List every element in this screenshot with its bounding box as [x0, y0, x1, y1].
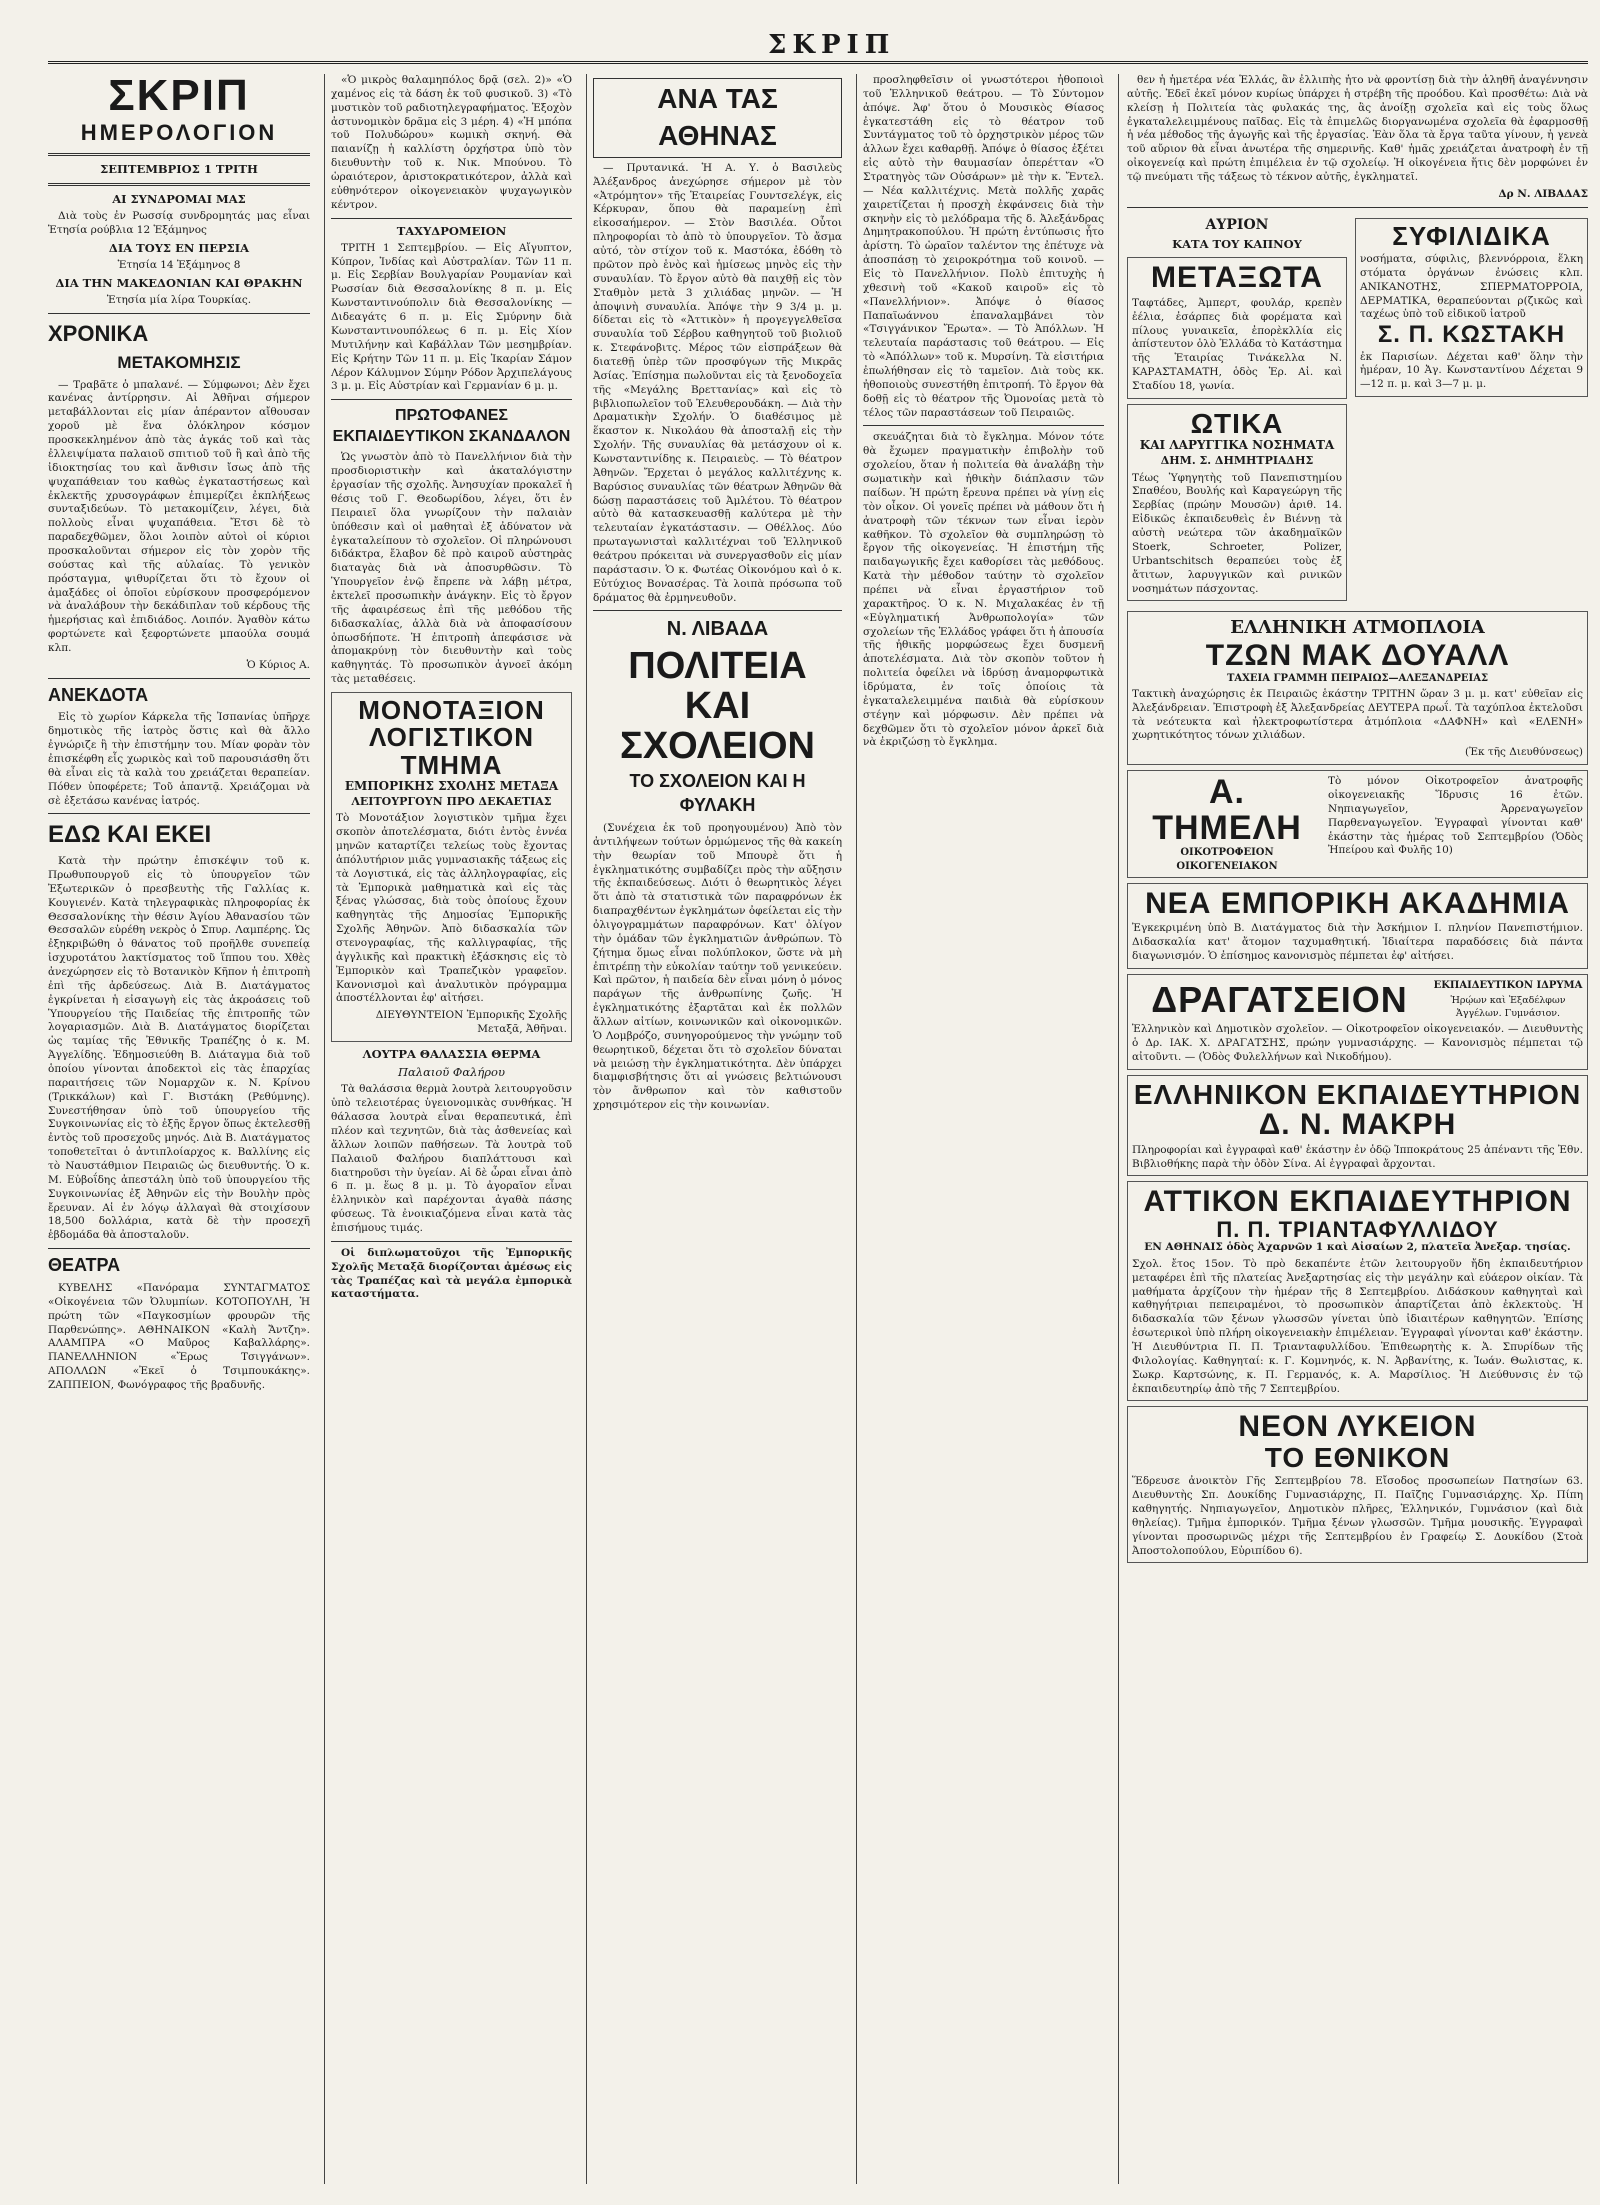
chronika-heading: ΧΡΟΝΙΚΑ [48, 321, 149, 347]
column-1 [48, 74, 316, 2184]
dragatseion-text: Ἑλληνικὸν καὶ Δημοτικὸν σχολεῖον. — Οἰκοτροφεῖον οἰκογενειακόν. — Διευθυντὴς ὁ Δρ. ΙΑΚ. Χ. ΔΡΑΓΑΤΣΗΣ, πρώην γυμνασιάρχης. — Κανονισμὸς πέμπεται τῷ αἰτοῦντι. — (Ὁδὸς Φυλελλήνων καὶ Νικοδήμου). [1132, 1023, 1583, 1063]
metakomisis-text: — Τραβᾶτε ὁ μπαλανέ. — Σύμφωνοι; Δὲν ἔχει κανένας ἀντίρρησιν. Αἱ Ἀθῆναι σήμερον μεταβάλλονται εἰς μίαν ἀπέραντον αἴθουσαν χοροῦ μὲ ἕνα ὁλόκληρον κόσμον προσκεκλημένον ἀπὸ τὰς ἀγκάς τοῦ καὶ τὰς ἐλλειψίματα παλαιοῦ σπιτιοῦ τοῦ ἢ καὶ ἀπὸ τῆς ἰδιοκτησίας του καὶ ἄνθισιν ἴσως ἀπὸ τῆς ψυχαπάθειαν του καθὼς ἐγκαταστήσεως καὶ ἐκλεκτῆς χρυσογράφων ἐπιμερίζει ἐκπλήξεως συνταξιδεύων. Τὸ μετακομίζειν, λέγει, διὰ πολλοὺς εἶναι ψυχαπάθεια. Ἔτσι δὲ τὸ παραδεχθῶμεν, ὅλοι λοιπὸν αὐτοὶ οἱ κύριοι προσκαλοῦνται σήμερον εἰς τὸν χορὸν τῆς σούστας καὶ τῆς αὐλαίας. Τὸ γενικὸν πρόσταγμα, ψιθυρίζεται ὅτι τὸ ἔχουν οἱ ἀμαξάδες οἱ ὁποῖοι εὑρίσκουν προσφερόμενον νὰ ἀναλάβουν τὴν δεκάδιπλαν τοῦ κέρδους τῆς ἡμερήσιας καὶ ἐπιδιάδος. Λοιπόν. Ἀγαθὸν κάτω φορτώνετε καὶ ξεφορτώνετε μπαούλα σουμά κλπ. [48, 378, 310, 654]
cinema-program-text: «Ὁ μικρὸς θαλαμηπόλος δρᾷ (σελ. 2)» «Ὁ χαμένος εἰς τὰ δάση ἐκ τοῦ φυσικοῦ. 3) «Τὸ μυστικὸν τοῦ ραδιοτηλεγραφήματος. Ἐξοχὸν ἀστυνομικὸν δρᾶμα εἰς 3 μέρη. 4) «Ἡ μπόπα τοῦ Πολυδώρου» κωμικὴ σκηνή. Θὰ παιανίζῃ ἡ καλλίστη ὀρχήστρα ὑπὸ τὸν διευθυντὴν τοῦ κ. Νικ. Μπούνου. Τὸ ὡραιότερον, ἀριστοκρατικότερον, ἀλλὰ καὶ εὐθηνότερον οἰκογενειακὸν ψυχαγωγικὸν κέντρον. [331, 74, 572, 211]
protofanes-text: Ὡς γνωστὸν ἀπὸ τὸ Πανελλήνιον διὰ τὴν προσδιοριστικὴν καὶ ἀκαταλόγιστην ἐργασίαν τῆς σχολῆς. Ἀνησυχίαν προκαλεῖ ἡ θέσις τοῦ Γ. Θεοδωρίδου, λέγει, ὅτι ἐν Πειραιεῖ ὅλα γνωρίζουν τὴν παλαιὰν ὑπόθεσιν καὶ οἱ μαθηταὶ ἐξ ἀδύνατον νὰ ἐγκαταλείπουν τὸ σχολεῖον. Οἱ πληρώνουσι διδάκτρα, ἔλαβον δὲ πρὸ καιροῦ αὐστηρὰς διαταγὰς διὰ νὰ ἀποσυρθῶσιν. Τὸ Ὑπουργεῖον ἐνῷ ἔπρεπε νὰ λάβῃ μέτρα, ἐκτελεῖ προσωπικὴν ἀνάγκην. Εἰς τὸ ἔργον τῆς ἀφαιρέσεως ἐπὶ τῆς μεθόδου τῆς διδασκαλίας, ἀλλὰ διὰ νὰ ἀποφασίσουν ὁπωσδήποτε. Ἡ ἐπιτροπὴ ἀπεφάσισε νὰ ἀπομακρύνῃ τὸν διευθυντὴν καὶ τοὺς καθηγητάς. Τὸ προσωπικὸν ἀγνοεῖ ἀκόμη τὰς μεταθέσεις. [331, 451, 572, 686]
monotaxion-school: ΕΜΠΟΡΙΚΗΣ ΣΧΟΛΗΣ ΜΕΤΑΞΑ [344, 778, 559, 793]
attikon-name: Π. Π. ΤΡΙΑΝΤΑΦΥΛΛΙΔΟΥ [1216, 1216, 1499, 1242]
anekdota-heading: ΑΝΕΚΔΟΤΑ [48, 684, 149, 705]
dragatseion-address: Ἡρῴων καὶ Ἐξαδέλφων Ἀγγέλων. Γυμνάσιον. [1450, 995, 1566, 1019]
avrion-subheading: ΚΑΤΑ ΤΟΥ ΚΑΠΝΟΥ [1172, 237, 1302, 252]
otika-text: Τέως Ὑφηγητὴς τοῦ Πανεπιστημίου Σπαθέου, Βουλής καὶ Καραγεώργη τῆς Σερβίας (πρώην Μουσῶν) ἀριθ. 14. Εἰδικῶς ἐκπαιδευθεὶς ἐν Βιέννῃ τὰ αὐστὴ νεώτερα τῶν ἀκαδημαϊκῶν Stoerk, Schroeter, Polizer, Urbantschitsch θεραπεύει τοὺς ἐξ ἄτιτων, λαρυγγικῶν καὶ ρινικῶν νοσημάτων πάσχοντας. [1132, 471, 1342, 595]
syfilidika-ad [1355, 218, 1588, 397]
timeli-ad [1127, 770, 1588, 878]
tachydromeion-heading: ΤΑΧΥΔΡΟΜΕΙΟΝ [396, 223, 507, 238]
lykeion-ad [1127, 1406, 1588, 1563]
loutra-heading: ΛΟΥΤΡΑ ΘΑΛΑΣΣΙΑ ΘΕΡΜΑ [362, 1047, 541, 1062]
subscriptions-macedonia-price: Ἑτησία μία λίρα Τουρκίας. [106, 294, 252, 307]
politeia-conclusion-text: θεν ἡ ἡμετέρα νέα Ἑλλάς, ἂν ἐλλιπὴς ἦτο νὰ φροντίσῃ διὰ τὴν ἀληθῆ ἀναγέννησιν αὐτῆς. Ἐδεῖ ἐκεῖ μόνον κυρίως ὑπάρχει ἡ στρέβη τῆς προόδου. Καὶ προσθέτω: Διὰ νὰ κλείσῃ ἡ Πολιτεία τὰς φυλακάς της, ἂς ἀνοίξῃ σχολεῖα καὶ εἰς τοὺς ὅλως ἐγκαταλελειμμένους παῖδας. Εἰς τὰ ἐπιμελῶς διοργανωμένα σχολεῖα θὰ ἐφαρμοσθῇ ἡ νέα μέθοδος τῆς ἀγωγῆς καὶ τῆς ἐργασίας. Ἐὰν ὅλα τὰ ἔργα ταῦτα γίνουν, ἡ γενεὰ τοῦ αὔριον θὰ εἶναι ἀνωτέρα τῆς σημερινῆς. Καθ' ἡμᾶς χρειάζεται ἀνατροφὴ ἐν τῇ οἰκογενείᾳ καὶ πρώτη ἐπιμέλεια ἐν τῷ σχολείῳ. Ἡ οἰκογένεια ἥτις δὲν μορφώνει ἐν τῷ πνεύματι τῆς τάξεως τὸ τέκνον αὐτῆς, ἐγκληματεῖ. [1127, 74, 1588, 184]
syfilidika-address: ἐκ Παρισίων. Δέχεται καθ' ὅλην τὴν ἡμέραν, 10 Ἀγ. Κωνσταντίνου Δέχεται 9—12 π. μ. καὶ 3—7 μ. μ. [1360, 350, 1583, 391]
otika-title: ΩΤΙΚΑ [1190, 407, 1284, 439]
otika-doctor: ΔΗΜ. Σ. ΔΗΜΗΤΡΙΑΔΗΣ [1160, 454, 1314, 468]
subscriptions-persia-price: Ἑτησία 14 Ἑξάμηνος 8 [117, 259, 241, 272]
theatra-heading: ΘΕΑΤΡΑ [48, 1255, 121, 1276]
article-author: Ν. ΛΙΒΑΔΑ [666, 618, 769, 641]
protofanes-heading: ΠΡΩΤΟΦΑΝΕΣ ΕΚΠΑΙΔΕΥΤΙΚΟΝ ΣΚΑΝΔΑΛΟΝ [332, 407, 571, 446]
loutra-end-text: Οἱ διπλωματοῦχοι τῆς Ἐμπορικῆς Σχολῆς Μεταξᾶ διορίζονται ἀμέσως εἰς τὰς Τραπέζας καὶ τὰ μεγάλα ἐμπορικὰ καταστήματα. [331, 1246, 572, 1301]
calendar-date: ΣΕΠΤΕΜΒΡΙΟΣ 1 ΤΡΙΤΗ [100, 162, 258, 177]
metakomisis-signature: Ὁ Κύριος Α. [246, 658, 310, 671]
atmoploia-company: ΤΖΩΝ ΜΑΚ ΔΟΥΑΛΛ [1205, 639, 1510, 673]
anekdota-text: Εἰς τὸ χωρίον Κάρκελα τῆς Ἰσπανίας ὑπῆρχε δημοτικὸς τῆς ἰατρὸς ὅστις καὶ θὰ ἄλλο ἐγνώριζε ἢ τὴν ἐπιστήμην του. Μίαν φορὰν τὸν ἐπισκέφθη εἷς χωρικὸς καὶ τοῦ παρουσιάσθη ὅτι θὰ εἶναι εἰς τὰ καλὰ του χρειάζεται θεραπείαν. Πόθεν ὑποφέρετε; Τοῦ ἀπαντᾷ. Χρειάζομαι νὰ σὲ ἐξετάσω κανένας ἰατρός. [48, 711, 310, 807]
edo-kai-ekei-text: Κατὰ τὴν πρώτην ἐπισκέψιν τοῦ κ. Πρωθυπουργοῦ εἰς τὸ ὑπουργεῖον τῶν Ἐξωτερικῶν ὁ πρεσβευτὴς τῆς Γαλλίας κ. Κουγιενέν. Κατὰ τηλεγραφικὰς πληροφορίας ἐκ Θεσσαλονίκης τὴν θέσιν Ἀγίου Ἀθανασίου τῶν Θεσσαλῶν εὑρέθη νεκρὸς ὁ Σπυρ. Λαμπέρης. Ὡς ἐξηκριβώθη ὁ θάνατος τοῦ προῆλθε συνεπείᾳ ἰσχυροτάτου λακτίσματος τοῦ ἵππου του. Χθὲς ἀνεχώρησεν εἰς τὸ Βοτανικὸν Κῆπον ἡ ἐπιτροπὴ ἐπὶ τῆς ἀρδεύσεως. Διὰ Β. Διατάγματος ἐγκρίνεται ἡ εἰσαγωγὴ εἰς τὰς ἀκροάσεις τοῦ Ὑπουργείου τῆς Παιδείας τῆς ἐπιτροπῆς τῶν λογαριασμῶν. Διὰ Β. Διατάγματος διορίζεται ὡς ταμίας τῆς Ἐθνικῆς Τραπέζης ὁ κ. Μ. Ἀγγελίδης. Ἐδημοσιεύθη Β. Διάταγμα διὰ τοῦ ὁποίου γίνονται ἀποδεκτοὶ εἰς τὰς ἐπαρχίας παραιτήσεις τῶν Νομαρχῶν κ. Ν. Κρίνου (Τρικκάλων) καὶ Γ. Βιστάκη (Ρεθύμνης). Συνεστήθησαν ὑπὸ τοῦ ὑπουργείου τῆς Συγκοινωνίας εἰς τὸ ἐξῆς ἔργον ὅπως ἐκτελεσθῇ ἐντὸς τοῦ προσεχοῦς μηνός. Διὰ Β. Διατάγματος τοποθετεῖται ὁ ἀντιπλοίαρχος κ. Βαλλίνης εἰς τὸ Ναυστάθμιον Πειραιῶς ὡς διευθυντής. Ὁ κ. Μ. Εὐβοΐδης ἀπεστάλη ὑπὸ τοῦ ὑπουργείου τῆς Συγκοινωνίας ἐξ Ἀθηνῶν εἰς τὴν Βουλὴν πρὸς ἔρευναν. Αἱ ἐν λόγῳ ἀλλαγαὶ θὰ στοιχίσουν 18,500 δολλάρια, κατὰ δὲ τὴν προσεχῆ ἑβδομάδα θὰ ἀποσταλοῦν. [48, 855, 310, 1242]
monotaxion-since: ΛΕΙΤΟΥΡΓΟΥΝ ΠΡΟ ΔΕΚΑΕΤΙΑΣ [351, 794, 552, 808]
timeli-title: Α. ΤΗΜΕΛΗ [1152, 773, 1302, 847]
makri-ad [1127, 1075, 1588, 1177]
theatre-news-text: προσληφθεῖσιν οἱ γνωστότεροι ἠθοποιοὶ τοῦ Ἑλληνικοῦ θεάτρου. — Τὸ Σύντομον ἀπόψε. Ἀφ' ὅτου ὁ Μουσικὸς Θίασος ἐγκατεστάθη εἰς τὸ θέατρον τοῦ Συντάγματος τοῦ τὸ ὀρχηστρικὸν μέρος τῶν ἀλλων ἔχει καθαρθῇ. Ἀπόψε ὁ θίασος ἐξέτει εἰς αὐτὸ τὴν θαυμασίαν ὀπερέτταν «Ὁ Στρατηγὸς τῶν Οὐσάρων» μὲ τὴν κ. Ἔντελ. — Νέα καλλιτέχνις. Μετὰ πολλῆς χαρᾶς χαιρετίζεται ἡ προσχὴ ἐκφάνσεις διὰ τὴν σκηνὴν εἰς τὸ μελόδραμα τῆς δ. Ἀλεξάνδρας Δημητρακοπούλου. Ἡ πρώτη ἐντύπωσις ἦτο ἀρίστη. Τὸ ὡραῖον ταλέντον της ἐπέτυχε νὰ ἀποσπάσῃ τὸ χειροκρότημα τοῦ κοινοῦ. — Εἰς τὸ Πανελλήνιον. Πολὺ ἐπιτυχὴς ἡ χθεσινὴ τοῦ «Κακοῦ καιροῦ» εἰς τὸ «Πανελλήνιον». Ἀπόψε ὁ θίασος Παπαϊωάννου ἐπαναλαμβάνει τὸν «Τσιγγάνικον Ἔρωτα». — Τὸ Ἀπόλλων. Ἡ τελευταία παράστασις τοῦ θεάτρου. — Εἰς τὸ «Ἀπόλλων» τοῦ κ. Μυρσίνη. Τὰ εἰσιτήρια ἐπωλήθησαν εἰς τὸ ταμεῖον. Διὰ τοὺς κκ. ἠθοποιοὺς συνεστήθη ἐπιτροπή. Τὸ ἔργον θὰ δοθῇ εἰς τὸ θέατρον τῆς Ὀμονοίας μετὰ τὸ τέλος τῶν παραστάσεων τοῦ Πειραιῶς. [863, 74, 1104, 419]
calendar-subtitle: ΗΜΕΡΟΛΟΓΙΟΝ [80, 120, 278, 145]
column-3 [586, 74, 848, 2184]
attikon-ad [1127, 1181, 1588, 1401]
subscriptions-text: Διὰ τοὺς ἐν Ρωσσίᾳ συνδρομητάς μας εἶναι Ἑτησία ρούβλια 12 Ἑξάμηνος [48, 210, 310, 237]
metaxota-ad [1127, 257, 1347, 399]
metaxota-text: Ταφτάδες, Ἀμπερτ, φουλάρ, κρεπὲν ἐέλια, ἐσάρπες διὰ φορέματα καὶ πίλους γυναικεῖα, ἐπορὲκλλία εἰς ἀπίστευτον ὁλὸ Ἑλλάδα τὸ Κατάστημα τῆς Ἑταιρίας Τινάκελλα Ν. ΚΑΡΑΣΤΑΜΑΤΗ, ὁδὸς Ἑρ. Αἰ. καὶ Σταδίου 18, γωνία. [1132, 296, 1342, 393]
edo-kai-ekei-heading: ΕΔΩ ΚΑΙ ΕΚΕΙ [48, 821, 212, 849]
lykeion-title: ΝΕΟΝ ΛΥΚΕΙΟΝ [1238, 1410, 1477, 1444]
monotaxion-text: Τὸ Μονοτάξιον λογιστικὸν τμῆμα ἔχει σκοπὸν ἀποτελέσματα, διότι ἐντὸς ἐννέα μηνῶν καταρτίζει τελείως τοὺς ἔχοντας ἀπόλυτήριον μιᾶς γυμνασιακῆς τάξεως εἰς τὰ Λογιστικά, εἰς τὰς ἀλληλογραφίας, εἰς τὰ Ἐμπορικὰ μαθηματικὰ καὶ εἰς τὰς ξένας γλώσσας, διὰ τοὺς ὁποίους ἔχουν καθηγητὰς τῆς Δημοσίας Ἐμπορικῆς Σχολῆς Ἀθηνῶν. Ἀπὸ διδασκαλία τῶν στενογραφίας, τῆς καλλιγραφίας, τῆς ἀγγλικῆς καὶ πρακτικὴ ἐξάσκησις εἰς τὸ Ἐμπορικὸν καὶ Τραπεζικὸν γραφεῖον. Κανονισμοὶ καὶ ἀναλυτικὸν πρόγραμμα ἀποστέλλονται ἐφ' αἰτήσει. [336, 812, 567, 1005]
politeia-continued-text: σκευάζηται διὰ τὸ ἔγκλημα. Μόνον τότε θὰ ἔχωμεν πραγματικὴν ἐπιβολὴν τοῦ σχολείου, ὅταν ἡ πολιτεία θὰ ἀναλάβῃ τὴν σωματικὴν καὶ ἠθικὴν διάπλασιν τῶν παίδων. Ἡ πρώτη ἔρευνα πρέπει νὰ γίνῃ εἰς τὸν οἶκον. Οἱ γονεῖς πρέπει νὰ μάθουν ὅτι ἡ ἀνατροφὴ τῶν τέκνων των εἶναι ἱερὸν καθῆκον. Τὸ σχολεῖον θὰ συμπληρώσῃ τὸ ἔργον τῆς οἰκογενείας. Ἡ ἐπιστήμη τῆς παιδαγωγικῆς ἔχει καθορίσει τὰς μεθόδους. Κατὰ τὴν μέθοδον ταύτην τὸ σχολεῖον πρέπει νὰ εἶναι ἐργαστήριον τοῦ χαρακτῆρος. Ὁ κ. Ν. Μιχαλακέας ἐν τῇ «Εὐγληματική Ἀνθρωπολογία» τῶν σχολείων τῆς Ἑλλάδος γράφει ὅτι ἡ ἀπουσία τῆς ἠθικῆς μορφώσεως ἔχει δυσμενῆ ἀποτελέσματα. Διὰ τὸν σκοπὸν τοῦτον ἡ πολιτεία ὀφείλει νὰ ἱδρύσῃ ἀναμορφωτικὰ ἱδρύματα, ἐν τοῖς ὁποίοις τὰ ἐγκαταλελειμμένα παιδιὰ θὰ εὑρίσκουν στέγην καὶ μόρφωσιν. Δὲν πρέπει νὰ δεχθῶμεν ὅτι τὸ σχολεῖον μόνον ἀρκεῖ διὰ νὰ ἐκριζώσῃ τὸ ἔγκλημα. [863, 431, 1104, 749]
masthead-title: ΣΚΡΙΠ [768, 30, 896, 60]
avrion-heading: ΑΥΡΙΟΝ [1205, 216, 1269, 233]
makri-text: Πληροφορίαι καὶ ἐγγραφαὶ καθ' ἑκάστην ἐν ὁδῷ Ἱπποκράτους 25 ἀπέναντι τῆς Ἐθν. Βιβλιοθήκης παρὰ τὴν ὁδὸν Σίνα. Αἱ ἐγγραφαὶ ἄρχονται. [1132, 1143, 1583, 1170]
dragatseion-title: ΔΡΑΓΑΤΣΕΙΟΝ [1151, 978, 1408, 1020]
atmoploia-signature: (Ἐκ τῆς Διευθύνσεως) [1464, 746, 1583, 759]
politeia-heading: ΠΟΛΙΤΕΙΑ ΚΑΙ ΣΧΟΛΕΙΟΝ [620, 644, 815, 767]
ana-tas-athinas-text: — Πρυτανικά. Ἡ Α. Υ. ὁ Βασιλεὺς Ἀλέξανδρος ἀνεχώρησε σήμερον μὲ τὸν «Ἀτρόμητον» τῆς Ἑταιρείας Γουντσελέγκ, εἰς Κέρκυραν, ὅπου θὰ παραμείνῃ ἐπὶ εἰκοσαήμερον. — Στὸν Βασιλέα. Οὗτοι πληροφορίαι τὸ ἀπὸ τὸ ὑπουργεῖον. Τὸ ἄσμα αὐτό, τὸν στίχον τοῦ κ. Μαστόκα, ἐδόθη τὸ πρῶτον πρὸ ἑνὸς καὶ ἡμίσεως μηνὸς εἰς τὴν συναυλίαν. Τὸ ἔργον αὐτὸ θὰ παιχθῇ εἰς τὸν Σταθμὸν μετὰ 3 χιλιάδας μηνῶν. — Ἡ ἀποψινὴ συναυλία. Ἀπόψε τὴν 9 3/4 μ. μ. δίδεται εἰς τὸ «Ἀττικὸν» ἡ προγεγγελθεῖσα συναυλία τοῦ Σέρβου καθηγητοῦ τοῦ βιολιοῦ κ. Στεφάνοβιτς. Μέρος τῶν εἰσπράξεων θὰ διατεθῇ ὑπὲρ τῶν προσφύγων τῆς Μικρᾶς Ἀσίας. Ἐπίσημα πωλοῦνται εἰς τὰ ξενοδοχεῖα τῆς «Μεγάλης Βρεττανίας» καὶ εἰς τὸ βιβλιοπωλεῖον τοῦ Ἐλευθερουδάκη. — Διὰ τὴν Δραματικὴν Σχολήν. Ὁ διαθέσιμος μὲ ἕκαστον κ. Νικολάου θὰ ἀποσταλῇ εἰς τὴν Σχολήν. Τῆς συναυλίας θὰ μετάσχουν οἱ κ. Κωνσταντινίδης κ. Πειραιεὺς. — Τὸ θέατρον Ἀθηνῶν. Ἔρχεται ὁ μεγάλος καλλιτέχνης κ. Βαρύσιος συναυλίας τῶν θέατρων Ἀθηνῶν θὰ δώσῃ παραστάσεις τοῦ Ἀμλέτου. Τὸ θέατρον αὐτὸ θὰ κατασκευασθῇ καλύτερα μὲ τὴν τελευταίαν ἐγκατάστασιν. — Οθέλλος. Δύο πρωταγωνισταὶ καλλιτέχναι τοῦ Ἑλληνικοῦ θεάτρου πρόκειται νὰ συνεργασθοῦν εἰς μίαν παράστασιν. Ὁ κ. Φωτέας Οἰκονόμου καὶ ὁ κ. Εὐτύχιος Βονασέρας. Τὰ λοιπὰ πρόσωπα τοῦ δράματος θὰ ἐρμηνευθοῦν. [593, 161, 842, 604]
ana-tas-athinas-heading: ΑΝΑ ΤΑΣ ΑΘΗΝΑΣ [593, 78, 842, 158]
column-4 [856, 74, 1110, 2184]
subscriptions-macedonia: ΔΙΑ ΤΗΝ ΜΑΚΕΔΟΝΙΑΝ ΚΑΙ ΘΡΑΚΗΝ [55, 276, 303, 291]
lykeion-text: Ἕδρευσε ἀνοικτὸν Γῆς Σεπτεμβρίου 78. Εἴσοδος προσωπείων Πατησίων 63. Διευθυντὴς Σπ. Δουκίδης Γυμνασιάρχης, Π. Παῖζης Γυμνασιάρχης. Χρ. Πίπη καθηγητής. Νηπιαγωγεῖον, Δημοτικὸν πλῆρες, Ἑλληνικόν, Γυμνάσιον (καὶ διὰ θηλείας). Τμῆμα ἐμπορικόν. Τμῆμα ξένων γλωσσῶν. Τμῆμα μουσικῆς. Ἐγγραφαὶ γίνονται προσωρινῶς μέχρι τῆς Σεπτεμβρίου ἐν Γραφείῳ Σ. Δουκίδου (Στοὰ Ἀποστολοπούλου, Εὐριπίδου 6). [1132, 1475, 1583, 1557]
syfilidika-doctor: Σ. Π. ΚΩΣΤΑΚΗ [1377, 321, 1566, 349]
loutra-subheading: Παλαιοῦ Φαλήρου [398, 1065, 505, 1080]
otika-ad [1127, 404, 1347, 601]
lykeion-name: ΤΟ ΕΘΝΙΚΟΝ [1264, 1441, 1451, 1473]
nea-akadimia-ad [1127, 883, 1588, 969]
attikon-address: ΕΝ ΑΘΗΝΑΙΣ ὁδὸς Ἀχαρνῶν 1 καὶ Αἰσαίων 2, πλατεῖα Ἀνεξαρ. τησίας. [1144, 1240, 1571, 1253]
syfilidika-title: ΣΥΦΙΛΙΔΙΚΑ [1392, 220, 1551, 251]
monotaxion-title: ΜΟΝΟΤΑΞΙΟΝ ΛΟΓΙΣΤΙΚΟΝ ΤΜΗΜΑ [358, 695, 545, 780]
calendar-title: ΣΚΡΙΠ [108, 74, 250, 120]
newspaper-page [48, 30, 1588, 2190]
subscriptions-persia: ΔΙΑ ΤΟΥΣ ΕΝ ΠΕΡΣΙΑ [108, 241, 250, 256]
makri-title: ΕΛΛΗΝΙΚΟΝ ΕΚΠΑΙΔΕΥΤΗΡΙΟΝ [1133, 1078, 1582, 1110]
masthead [48, 30, 1588, 64]
monotaxion-ad [331, 692, 572, 1042]
column-5 [1118, 74, 1588, 2184]
monotaxion-signature: ΔΙΕΥΘΥΝΤΕΙΟΝ Ἐμπορικῆς Σχολῆς Μεταξᾶ, Ἀθῆναι. [375, 1009, 567, 1036]
attikon-title: ΑΤΤΙΚΟΝ ΕΚΠΑΙΔΕΥΤΗΡΙΟΝ [1143, 1185, 1572, 1219]
column-2 [324, 74, 578, 2184]
timeli-subtitle: ΟΙΚΟΤΡΟΦΕΙΟΝ ΟΙΚΟΓΕΝΕΙΑΚΟΝ [1176, 847, 1278, 872]
otika-subtitle: ΚΑΙ ΛΑΡΥΓΓΙΚΑ ΝΟΣΗΜΑΤΑ [1139, 438, 1335, 453]
dragatseion-type: ΕΚΠΑΙΔΕΥΤΙΚΟΝ ΙΔΡΥΜΑ [1433, 979, 1583, 991]
syfilidika-text: νοσήματα, σύφιλις, βλεννόρροια, ἕλκη στόματα ὀργάνων ἐνώσεις κλπ. ΑΝΙΚΑΝΟΤΗΣ, ΣΠΕΡΜΑΤΟΡΡΟΙΑ, ΔΕΡΜΑΤΙΚΑ, θεραπεύονται ρ(ζικῶς καὶ ταχέως ὑπὸ τοῦ εἰδικοῦ ἰατροῦ [1360, 253, 1583, 321]
metaxota-title: ΜΕΤΑΞΩΤΑ [1151, 261, 1323, 295]
atmoploia-route: ΤΑΧΕΙΑ ΓΡΑΜΜΗ ΠΕΙΡΑΙΩΣ—ΑΛΕΞΑΝΔΡΕΙΑΣ [1226, 672, 1489, 684]
atmoploia-text: Τακτικὴ ἀναχώρησις ἐκ Πειραιῶς ἑκάστην ΤΡΙΤΗΝ ὥραν 3 μ. μ. κατ' εὐθεῖαν εἰς Ἀλεξάνδρειαν. Ἐπιστροφὴ ἐξ Ἀλεξανδρείας ΔΕΥΤΕΡΑ πρωΐ. Τὰ ταχύπλοα ἐκτελοῦσι τὰ νεότευκτα καὶ ἠλεκτροφωτίστερα ἀτμόπλοια «ΔΑΦΝΗ» καὶ «ΕΛΕΝΗ» χωρητικότητος τόνων χιλιάδων. [1132, 687, 1583, 742]
tachydromeion-text: ΤΡΙΤΗ 1 Σεπτεμβρίου. — Εἰς Αἴγυπτον, Κύπρον, Ἰνδίας καὶ Αὐστραλίαν. Τῶν 11 π. μ. Εἰς Σερβίαν Βουλγαρίαν Ρουμανίαν καὶ Ρωσσίαν διὰ Θεσσαλονίκης 8 π. μ. Εἰς Κωνσταντινούπολιν διὰ Θεσσαλονίκης — Διδεαγάτς 6 π. μ. Εἰς Σμύρνην διὰ Κωνσταντινουπόλεως 6 π. μ. Εἰς Χίον Μυτιλήνην καὶ Καβάλλαν Τῶν μεσημβρίαν. Εἰς Κρήτην Τῶν 11 π. μ. Εἰς Ἰκαρίαν Σάμον Λέρον Κάλυμνον Σύμην Ρόδον Ἀρχιπελάγους 3 μ. μ. Εἰς Αὐστρίαν καὶ Γερμανίαν 6 μ. μ. [331, 241, 572, 393]
loutra-text: Τὰ θαλάσσια θερμὰ λουτρὰ λειτουργοῦσιν ὑπὸ τελειοτέρας ὑγειονομικὰς συνθήκας. Ἡ θάλασσα λουτρὰ εἶναι θεραπευτικά, ἐπὶ πλέον καὶ τεχνητῶν, διὰ τὰς ἀσθενείας καὶ ἄλλων λοιπῶν παθήσεων. Τὰ λουτρὰ τοῦ Παλαιοῦ Φαλήρου διαπλάττουσι καὶ διατηροῦσι τὴν ὑγείαν. Αἱ δὲ ὧραι εἶναι ἀπὸ 6 π. μ. ἕως 8 μ. μ. Τὸ ἀγοραῖον εἶναι ἑλληνικὸν καὶ παρέχονται ἀγαθὰ πάσης φύσεως. Τὰ ἐνοικιαζόμενα εἶναι κατὰ τὰς ἐπισήμους τιμάς. [331, 1083, 572, 1234]
politeia-signature: Δρ Ν. ΛΙΒΑΔΑΣ [1498, 187, 1588, 200]
politeia-subheading: ΤΟ ΣΧΟΛΕΙΟΝ ΚΑΙ Η ΦΥΛΑΚΗ [629, 771, 806, 816]
attikon-text: Σχολ. ἔτος 15ον. Τὸ πρὸ δεκαπέντε ἐτῶν λειτουργοῦν ἤδη ἐκπαιδευτήριον μεταφέρει ἐπὶ τῆς πλατείας Ἀνεξαρτησίας εἰς τὴν μεγάλην καὶ εὐάερον οἰκίαν. Τὰ μαθήματα ἀρχίζουν τὴν ἡμέραν τῆς 8 Σεπτεμβρίου. Διδάσκουν καθηγηταὶ καὶ καθηγήτριαι πεπειραμένοι, τὸ προσωπικὸν ἀπαρτίζεται ἀπὸ ἐκλεκτοὺς. Ἡ διδασκαλία τῶν ξένων γλωσσῶν γίνεται ὑπὸ ἰδιαιτέρων καθηγητῶν. Ἐπίσης ἐσωτερικοὶ ὑπὸ πλήρη οἰκογενειακὴν ἐπιμέλειαν. Ἐγγραφαὶ γίνονται καθ' ἑκάστην. Ἡ Διευθύντρια Π. Π. Τριανταφυλλίδου. Ἐπιθεωρητὴς κ. Ἀ. Σπυρίδων τῆς Φιλολογίας. Καθηγηταί: κ. Γ. Κομνηνός, κ. Ν. Ἀρβανίτης, κ. Ἰωάν. Θωλιστας, κ. Σωκρ. Καρτσώνης, κ. Π. Γερμανός, κ. Α. Μαρσίλιος. Ἡ Διεύθυνσις ἐν τῷ ἐκπαιδευτηρίῳ ἀπὸ τῆς 7 Σεπτεμβρίου. [1132, 1257, 1583, 1395]
theatra-text: ΚΥΒΕΛΗΣ «Πανόραμα ΣΥΝΤΑΓΜΑΤΟΣ «Οἰκογένεια τῶν Ὀλυμπίων. ΚΟΤΟΠΟΥΛΗ, Ἡ πρώτη τῶν «Παγκοσμίων φρουρῶν τῆς Παρθενώπης». ΑΘΗΝΑΙΚΟΝ «Καλὴ Ἄντζη». ΑΛΑΜΠΡΑ «Ο Μαῦρος Καβαλλάρης». ΠΑΝΕΛΛΗΝΙΟΝ «Ἔρως Τσιγγάνων». ΑΠΟΛΛΩΝ «Ἐκεῖ ὁ Τσιμπουκάκης». ΖΑΠΠΕΙΟΝ, Φωνόγραφος τῆς βραδυνῆς. [48, 1281, 310, 1391]
nea-akadimia-text: Ἐγκεκριμένη ὑπὸ Β. Διατάγματος διὰ τὴν Ἀσκήμιον Ι. πληνίον Πανεπιστήμιον. Διδασκαλία κατ' ἄτομον ταχυμαθητική. Ἰδιαίτερα παραδόσεις διὰ πάντα διαγωνισμόν. Ὁ ἐπίσημος κανονισμὸς πέμπεται ἐφ' αἰτήσει. [1132, 922, 1583, 963]
atmoploia-ad [1127, 611, 1588, 765]
metakomisis-heading: ΜΕΤΑΚΟΜΗΣΙΣ [117, 353, 241, 373]
timeli-text: Τὸ μόνον Οἰκοτροφεῖον ἀνατροφῆς οἰκογενειακῆς Ἵδρυσις 16 ἐτῶν. Νηπιαγωγεῖον, Ἀρρεναγωγεῖον Παρθεναγωγεῖον. Ἐγγραφαὶ γίνονται καθ' ἑκάστην τὰς ἡμέρας τοῦ Σεπτεμβρίου (Ὁδὸς Ἠπείρου καὶ Φυλῆς 10) [1328, 775, 1583, 857]
subscriptions-heading: ΑΙ ΣΥΝΔΡΟΜΑΙ ΜΑΣ [112, 192, 246, 207]
politeia-text: (Συνέχεια ἐκ τοῦ προηγουμένου) Ἀπὸ τὸν ἀντιλήψεων τούτων ὁρμώμενος τῆς θὰ κακείη τὴν θεωρίαν τοῦ Μπουρὲ ὅτι ἡ ἐγκληματικότης συμβαδίζει πρὸς τὴν αὔξησιν τῆς ἐκπαιδεύσεως. Διότι ὁ θεωρητικὸς λέγει ὅτι ἀπὸ τὰ στατιστικὰ τῶν παραφρόνων ἐκ διαπραχθέντων ἐγκλημάτων ὀφείλεται εἰς τὴν ὀλιγογραμμάτων παραφρόνων. Κατ' ὀλίγον τὴν ὁμάδαν τῶν ἐγκληματιῶν ἀνθρώπων. Τὸ ζήτημα ὅμως εἶναι πολύπλοκον, ὥστε νὰ μὴ ἐπιτρέπῃ τὴν εὐκολίαν ταύτην τοῦ γενικεύειν. Καὶ πρῶτον, ἡ παιδεία δὲν εἶναι μόνη ὁ μόνος παράγων τῆς ἀνθρωπίνης ζωῆς. Ἡ ἐγκληματικότης ἐξαρτᾶται καὶ ἐκ πολλῶν ἄλλων αἰτίων, κοινωνικῶν καὶ οἰκονομικῶν. Ὁ Λομβρόζο, συνηγορούμενος τὴν γνώμην τοῦ θεωρητικοῦ, δέχεται ὅτι τὸ σχολεῖον δύναται νὰ μειώσῃ τὴν ἐγκληματικότητα. Δὲν ὑπάρχει διαμφισβήτησις ὅτι αἱ γνώσεις βελτιώνουσι τὸν ἄνθρωπον καὶ τὸν καθιστοῦν χρησιμότερον εἰς τὴν κοινωνίαν. [593, 821, 842, 1112]
makri-name: Δ. Ν. ΜΑΚΡΗ [1258, 1108, 1457, 1142]
atmoploia-title: ΕΛΛΗΝΙΚΗ ΑΤΜΟΠΛΟΙΑ [1230, 617, 1485, 639]
dragatseion-ad [1127, 974, 1588, 1070]
nea-akadimia-title: ΝΕΑ ΕΜΠΟΡΙΚΗ ΑΚΑΔΗΜΙΑ [1145, 886, 1570, 920]
